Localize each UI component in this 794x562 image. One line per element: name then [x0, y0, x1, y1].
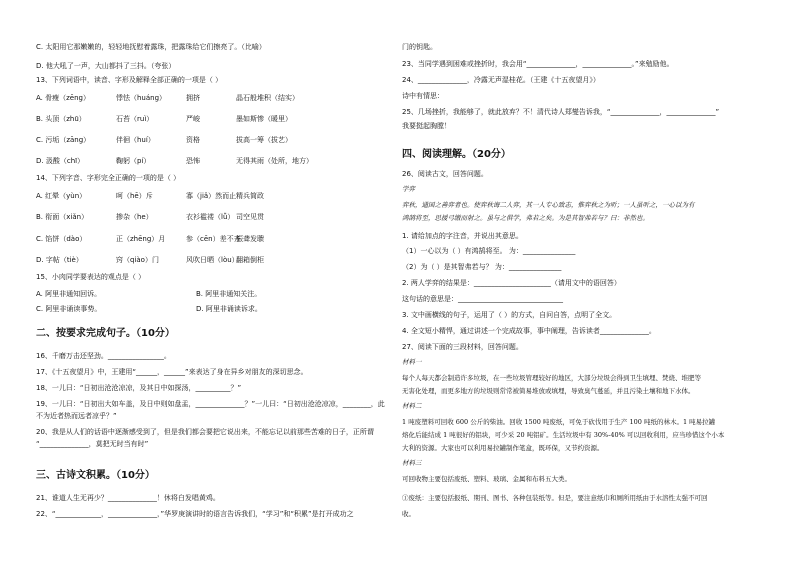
section-heading: 三、古诗文积累。（10分） [36, 470, 155, 481]
q13-option: C. 污垢（zāng） [36, 136, 91, 144]
q14-option: 精兵简政 [236, 192, 264, 200]
q15-option: B. 阿里非通知关注。 [196, 290, 262, 298]
material-title: 材料二 [402, 402, 422, 410]
q13-option: 伴徊（huí） [116, 136, 155, 144]
q13-option: B. 头顶（zhū） [36, 115, 86, 123]
q13-option: 鞠躬（pí） [116, 157, 151, 165]
material-line: 可回收物主要包括废纸、塑料、玻璃、金属和布料五大类。 [402, 475, 571, 483]
text-line: 25、几场挫折，我能够了，就此放弃？不！清代诗人郑燮告诉我，“______________，______________” [402, 108, 720, 116]
q13-option: 石苔（ruì） [116, 115, 154, 123]
q13-option: 资格 [186, 136, 200, 144]
text-line: （2）为（ ）是其智弗若与？ 为：_______________ [402, 263, 562, 271]
q14-option: 司空见贯 [236, 213, 264, 221]
passage-line: 鸿鹄将至，思援弓缴而射之。虽与之俱学，弗若之矣。为是其智弗若与？曰：非然也。 [402, 214, 649, 222]
q13-option: 拔高一筹（拔艺） [236, 136, 292, 144]
q13-option: 拥挤 [186, 94, 200, 102]
passage-title: 学弈 [402, 185, 415, 193]
q14-option: 窍（qiào）门 [116, 256, 159, 264]
question-title: 14、下列字音、字形完全正确的一项的是（ ） [36, 174, 181, 182]
text-line: 19、一儿曰：“日初出大如车盖，及日中则如盘盂，______________？”一儿曰：“日初出沧沧凉凉，________，此 [36, 400, 385, 408]
q14-option: 寡（jiǎ）然而止 [186, 192, 237, 200]
q15-option: D. 阿里非诵读诉求。 [196, 305, 262, 313]
q14-option: 掺杂（he） [116, 213, 153, 221]
text-line: 不为近者热而远者凉乎？” [36, 412, 117, 420]
q13-option: A. 骨瘦（zēng） [36, 94, 90, 102]
q15-option: C. 阿里非诵读事势。 [36, 305, 102, 313]
text-line: 27、阅读下面的三段材料，回答问题。 [402, 343, 523, 351]
material-title: 材料三 [402, 459, 422, 467]
q14-option: 参（cēn）差不齐 [186, 235, 241, 243]
material-line: 无害化处理，而更多地方的垃圾则常常被简易堆放或填埋，导致臭气蔓延，并且污染土壤和地下水体。 [402, 387, 695, 395]
q13-option: 无得其雨（处所，地方） [236, 157, 313, 165]
text-line: 16、千磨万击还坚劲。________________。 [36, 352, 171, 360]
right-column [402, 0, 762, 562]
text-line: 20、我是从人们的话语中逐渐感受到了，但是我们都会要把它说出来，不能忘记以前那些苦难的日子，正所谓 [36, 428, 374, 436]
q13-option: D. 汲酸（chī） [36, 157, 85, 165]
q14-option: D. 字帖（tiè） [36, 256, 83, 264]
q14-option: C. 馅饼（dào） [36, 235, 87, 243]
text-line: D. 他大吼了一声，大山都抖了三抖。（夸张） [36, 62, 176, 70]
left-column [36, 0, 386, 562]
text-line: 23、当同学遇到困难或挫折时，我会用“______________，______________。”来勉励他。 [402, 60, 674, 68]
text-line: C. 太阳用它那嫩嫩的，轻轻地抚慰着露珠，把露珠给它们擦亮了。（比喻） [36, 43, 266, 51]
q14-option: A. 红晕（yùn） [36, 192, 87, 200]
q13-option: 悸怯（huáng） [116, 94, 167, 102]
text-line: 3. 文中画横线的句子，运用了（ ）的方式，自问自答，点明了全文。 [402, 311, 617, 319]
q14-option: B. 衔面（xiǎn） [36, 213, 89, 221]
text-line: 2. 两人学弈的结果是：______________________（请用文中的语回答） [402, 279, 621, 287]
material-line: 大利的资源。大家也可以利用易拉罐制作笔盒，既环保，又节约资源。 [402, 444, 604, 452]
text-line: 这句话的意思是：______________________________ [402, 295, 563, 303]
text-line: 诗中有情思： [402, 92, 444, 100]
text-line: 1. 请给加点的字注音，并说出其意思。 [402, 232, 523, 240]
material-line: 收。 [402, 510, 415, 518]
text-line: 门的钥匙。 [402, 43, 437, 51]
passage-line: 弈秋，通国之善弈者也。使弈秋诲二人弈，其一人专心致志，惟弈秋之为听；一人虽听之，一心以为有 [402, 201, 695, 209]
q13-option: 墨如斯惨（暖里） [236, 115, 292, 123]
q14-option: 翻箱倒柜 [236, 256, 264, 264]
material-line: 每个人每天都会制造许多垃圾，在一些垃圾管理较好的地区，大部分垃圾会得到卫生填埋、焚烧、堆肥等 [402, 374, 701, 382]
text-line: 我要挺起胸膛！ [402, 122, 451, 130]
text-line: 17、《十五夜望月》中，王建用“______，______”来表达了身在异乡对朋友的深切思念。 [36, 368, 308, 376]
text-line: 21、谁道人生无再少？______________！休将白发唱黄鸡。 [36, 494, 220, 502]
material-line: 1 吨废塑料可回收 600 公斤的柴油。回收 1500 吨废纸，可免于砍伐用于生产 100 吨纸的林木。1 吨易拉罐 [402, 418, 716, 426]
q14-option: 风吹日晒（lòu） [186, 256, 239, 264]
q14-option: 呵（hē）斥 [116, 192, 153, 200]
question-title: 15、小肉同学要表达的观点是（ ） [36, 273, 146, 281]
q13-option: 晶石般堆积（结实） [236, 94, 299, 102]
q14-option: 振聋发聩 [236, 235, 264, 243]
text-line: 4. 全文短小精悍，通过讲述一个完成故事，事中阐理，告诉读者______________。 [402, 327, 656, 335]
section-heading: 二、按要求完成句子。（10分） [36, 328, 175, 339]
material-line: 熔化后能结成 1 吨很好的铝块，可少采 20 吨铝矿。生活垃圾中有 30%-40% 可以回收利用，应当珍惜这个小本 [402, 431, 725, 439]
q13-option: 严峻 [186, 115, 200, 123]
material-title: 材料一 [402, 358, 422, 366]
question-title: 26、阅读古文，回答问题。 [402, 170, 488, 178]
text-line: （1）一心以为（ ）有鸿鹄将至。 为：_______________ [402, 247, 576, 255]
text-line: 22、“_____________，______________，”华罗庚演讲时的语言告诉我们，“学习”和“积累”是打开成功之 [36, 510, 354, 518]
text-line: “______________，莫把无时当有时” [36, 440, 149, 448]
material-line: ①废纸：主要包括报纸、期刊、图书、各种包装纸等。但是，要注意纸巾和厕所用纸由于水溶性太强不可回 [402, 494, 708, 502]
text-line: 13、下列词语中，读音、字形及解释全部正确的一项是（ ） [36, 76, 223, 84]
q13-option: 恐怖 [186, 157, 200, 165]
q14-option: 正（zhēng）月 [116, 235, 166, 243]
section-heading: 四、阅读理解。（20分） [402, 149, 511, 160]
text-line: 24、______________，冷露无声湿桂花。（王建《十五夜望月》） [402, 76, 600, 84]
q15-option: A. 阿里非通知回诉。 [36, 290, 102, 298]
text-line: 18、一儿曰：“日初出沧沧凉凉，及其日中如探汤，__________？” [36, 384, 242, 392]
q14-option: 衣衫褴褛（lǚ） [186, 213, 235, 221]
